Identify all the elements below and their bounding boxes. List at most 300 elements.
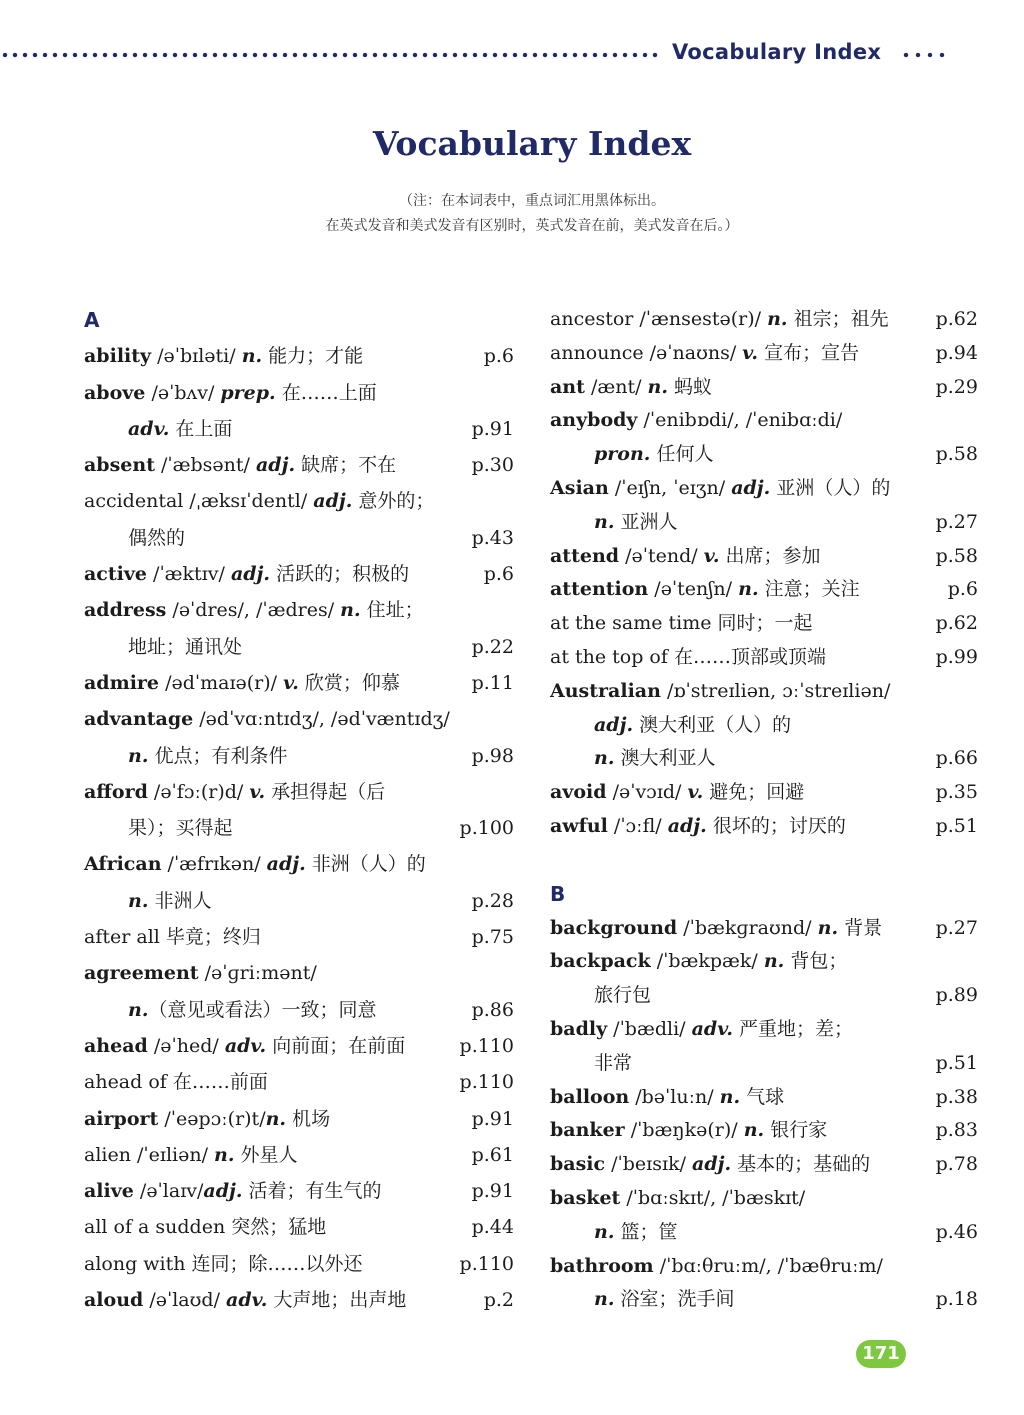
page-ref: p.91: [471, 417, 514, 440]
entry-text: [84, 592, 424, 628]
headword: alien: [84, 1143, 131, 1166]
page-ref: p.44: [471, 1216, 514, 1239]
definition: 银行家: [764, 1119, 828, 1142]
vocab-entry: [84, 774, 514, 810]
vocab-entry: [84, 1064, 514, 1100]
pronunciation: /ˈbæŋkə(r)/: [624, 1119, 744, 1142]
pronunciation: /ədˈmaɪə(r)/: [159, 671, 284, 694]
part-of-speech: n.: [340, 599, 361, 622]
part-of-speech: n.: [128, 744, 149, 767]
headword: advantage: [84, 708, 194, 731]
entry-continuation: [550, 505, 978, 539]
section-spacer: [550, 843, 978, 877]
vocab-entry: [84, 665, 514, 701]
part-of-speech: n.: [719, 1085, 741, 1108]
entry-text: [594, 708, 791, 742]
definition: 毕竟；终归: [159, 926, 261, 949]
entry-text: [594, 1046, 632, 1080]
definition: 背景: [838, 916, 883, 939]
definition: 任何人: [650, 443, 714, 466]
vocab-entry: [84, 955, 514, 991]
definition: 地址；通讯处: [128, 635, 243, 658]
pronunciation: /ˈɔːfl/: [607, 814, 668, 837]
page-ref: p.75: [471, 926, 514, 949]
vocab-entry: [550, 539, 978, 573]
pronunciation: /ɒˈstreɪliən, ɔːˈstreɪliən/: [660, 679, 891, 702]
part-of-speech: n.: [128, 998, 149, 1021]
entry-continuation: [550, 1215, 978, 1249]
part-of-speech: n.: [594, 1220, 615, 1243]
headword: banker: [550, 1119, 625, 1142]
definition: 浴室；洗手间: [614, 1288, 735, 1311]
pronunciation: /ˈbɑːskɪt/, /ˈbæskɪt/: [620, 1186, 806, 1209]
definition: 背包；: [784, 950, 848, 973]
definition: 在……顶部或顶端: [667, 645, 826, 668]
headword: Asian: [550, 476, 609, 499]
vocab-entry: [550, 809, 978, 843]
definition: 澳大利亚人: [614, 747, 716, 770]
headword: attend: [550, 544, 620, 567]
headword: address: [84, 599, 167, 622]
section-letter: B: [550, 881, 566, 906]
page-number-badge: 171: [856, 1340, 906, 1368]
headword: attention: [550, 578, 649, 601]
vocab-entry: [84, 1209, 514, 1245]
pronunciation: /əˈtend/: [619, 544, 704, 567]
page-ref: p.27: [935, 916, 978, 939]
part-of-speech: n.: [763, 950, 785, 973]
entry-text: [550, 775, 804, 809]
page-ref: p.66: [935, 747, 978, 770]
definition: 向前面；在前面: [266, 1034, 406, 1057]
entry-text: [594, 505, 677, 539]
pronunciation: /əˈlaɪv/: [133, 1180, 204, 1203]
vocab-entry: [550, 1113, 978, 1147]
entry-text: [550, 370, 712, 404]
definition: 果）；买得起: [128, 817, 233, 840]
definition: 亚洲（人）的: [770, 476, 891, 499]
part-of-speech: adv.: [224, 1034, 267, 1057]
definition: 在……前面: [166, 1071, 268, 1094]
headword: above: [84, 381, 146, 404]
part-of-speech: adj.: [692, 1153, 732, 1176]
definition: 非洲人: [148, 889, 212, 912]
headword: alive: [84, 1180, 134, 1203]
page-ref: p.94: [935, 341, 978, 364]
entry-text: [84, 483, 434, 519]
entry-text: [84, 1064, 268, 1100]
part-of-speech: v.: [703, 544, 720, 567]
part-of-speech: adv.: [226, 1289, 268, 1312]
entry-continuation: [550, 1046, 978, 1080]
vocab-entry: [84, 556, 514, 592]
definition: 篮；筐: [614, 1220, 678, 1243]
headword: along with: [84, 1252, 186, 1275]
part-of-speech: n.: [214, 1143, 235, 1166]
right-column: [550, 302, 978, 1316]
pronunciation: /ˈbeɪsɪk/: [605, 1153, 693, 1176]
entry-text: [128, 629, 242, 665]
part-of-speech: n.: [241, 345, 263, 368]
pronunciation: /əˈhed/: [147, 1034, 225, 1057]
part-of-speech: n.: [594, 510, 615, 533]
entry-text: [550, 302, 889, 336]
entry-text: [550, 1147, 870, 1181]
note-line-2: 在英式发音和美式发音有区别时，英式发音在前，美式发音在后。）: [325, 218, 739, 234]
headword: balloon: [550, 1085, 630, 1108]
vocab-entry: [84, 701, 514, 737]
pronunciation: /ˈenibɒdi/, /ˈenibɑːdi/: [637, 409, 843, 432]
pronunciation: /əˈbɪləti/: [151, 345, 242, 368]
headword: afford: [84, 780, 148, 803]
vocab-entry: [84, 338, 514, 374]
definition: 祖宗；祖先: [787, 308, 889, 330]
part-of-speech: adv.: [128, 417, 170, 440]
entry-text: [84, 774, 385, 810]
pronunciation: /ˈæktɪv/: [147, 563, 231, 586]
pronunciation: /əˈdres/, /ˈædres/: [166, 599, 341, 622]
entry-text: [84, 1101, 330, 1137]
entry-text: [84, 1209, 326, 1245]
headword: agreement: [84, 962, 199, 985]
page-ref: p.78: [935, 1153, 978, 1176]
entry-text: [84, 1282, 406, 1318]
part-of-speech: n.: [743, 1119, 765, 1142]
part-of-speech: adj.: [313, 490, 353, 513]
part-of-speech: adj.: [594, 713, 634, 736]
left-column: [84, 302, 514, 1318]
entry-continuation: [84, 520, 514, 556]
part-of-speech: n.: [594, 747, 615, 770]
part-of-speech: v.: [283, 671, 299, 694]
headword: background: [550, 916, 678, 939]
entry-text: [594, 437, 713, 471]
definition: 缺席；不在: [295, 454, 397, 477]
page-ref: p.43: [471, 526, 514, 549]
page-ref: p.83: [935, 1119, 978, 1142]
part-of-speech: adj.: [255, 454, 296, 477]
entry-text: [550, 674, 890, 708]
part-of-speech: n.: [265, 1107, 287, 1130]
vocab-entry: [550, 1012, 978, 1046]
section-letter-row: [550, 877, 978, 911]
page-ref: p.100: [459, 817, 514, 840]
page-ref: p.110: [459, 1034, 514, 1057]
page-ref: p.98: [471, 744, 514, 767]
page-ref: p.91: [471, 1107, 514, 1130]
entry-text: [594, 1215, 677, 1249]
headword: anybody: [550, 409, 638, 432]
page-ref: p.28: [471, 889, 514, 912]
entry-text: [550, 336, 859, 370]
vocab-entry: [550, 775, 978, 809]
headword: basket: [550, 1186, 621, 1209]
headword: ability: [84, 345, 152, 368]
entry-text: [550, 944, 847, 978]
part-of-speech: adj.: [266, 853, 306, 876]
definition: 非洲（人）的: [305, 853, 426, 876]
entry-text: [550, 1080, 784, 1114]
page-ref: p.62: [935, 308, 978, 330]
entry-text: [84, 919, 261, 955]
headword: aloud: [84, 1289, 144, 1312]
pronunciation: /ænt/: [584, 375, 648, 398]
entry-text: [550, 809, 846, 843]
vocab-entry: [550, 471, 978, 505]
pronunciation: /əˈvɔɪd/: [606, 781, 688, 804]
part-of-speech: adj.: [230, 563, 271, 586]
page-ref: p.51: [935, 1051, 978, 1074]
vocab-entry: [550, 1147, 978, 1181]
headword: Australian: [550, 679, 661, 702]
vocab-entry: [550, 370, 978, 404]
headword: ancestor: [550, 308, 634, 330]
page-ref: p.110: [459, 1071, 514, 1094]
page-ref: p.58: [935, 443, 978, 466]
page-ref: p.38: [935, 1085, 978, 1108]
headword: backpack: [550, 950, 651, 973]
pronunciation: /ˈbædli/: [607, 1017, 692, 1040]
entry-continuation: [84, 411, 514, 447]
headword: admire: [84, 671, 160, 694]
entry-text: [84, 665, 400, 701]
page-ref: p.2: [483, 1289, 514, 1312]
entry-text: [128, 520, 185, 556]
entry-text: [128, 411, 232, 447]
definition: 澳大利亚（人）的: [633, 713, 792, 736]
vocab-entry: [550, 403, 978, 437]
page-ref: p.6: [483, 345, 514, 368]
entry-text: [128, 992, 376, 1028]
vocab-entry: [550, 572, 978, 606]
pronunciation: /ˈæfrɪkən/: [161, 853, 267, 876]
part-of-speech: n.: [817, 916, 839, 939]
header-dotted-rule: [0, 52, 662, 58]
part-of-speech: prep.: [220, 381, 276, 404]
pronunciation: /ˈbækpæk/: [650, 950, 764, 973]
definition: 蚂蚁: [667, 375, 713, 398]
entry-text: [84, 1137, 298, 1173]
page-ref: p.35: [935, 781, 978, 804]
vocab-entry: [84, 1173, 514, 1209]
pronunciation: /əˈbʌv/: [145, 381, 221, 404]
definition: 意外的；: [352, 490, 435, 513]
headword: basic: [550, 1153, 606, 1176]
page-ref: p.46: [935, 1220, 978, 1243]
vocab-entry: [84, 846, 514, 882]
part-of-speech: v.: [687, 781, 704, 804]
page-ref: p.89: [935, 984, 978, 1007]
entry-continuation: [84, 738, 514, 774]
headword: African: [84, 853, 162, 876]
entry-text: [84, 1173, 382, 1209]
part-of-speech: v.: [742, 341, 759, 364]
vocab-entry: [84, 1282, 514, 1318]
part-of-speech: v.: [249, 780, 266, 803]
vocab-entry: [84, 483, 514, 519]
headword: after all: [84, 926, 160, 949]
pronunciation: /bəˈluːn/: [629, 1085, 720, 1108]
running-header: Vocabulary Index: [672, 40, 882, 64]
definition: 注意；关注: [758, 578, 860, 601]
pronunciation: /ˈæbsənt/: [154, 454, 256, 477]
entry-text: [594, 1282, 734, 1316]
entry-text: [550, 640, 826, 674]
part-of-speech: n.: [594, 1288, 615, 1311]
definition: 活跃的；积极的: [270, 563, 410, 586]
definition: 非常: [594, 1051, 633, 1074]
pronunciation: /əˈnaʊns/: [643, 341, 743, 364]
entry-text: [550, 606, 813, 640]
definition: 出席；参加: [719, 544, 821, 567]
definition: 大声地；出声地: [267, 1289, 407, 1312]
entry-text: [84, 1028, 405, 1064]
page-ref: p.29: [935, 375, 978, 398]
headword: ahead: [84, 1034, 148, 1057]
page-ref: p.110: [459, 1252, 514, 1275]
headword: at the same time: [550, 612, 712, 635]
entry-continuation: [550, 708, 978, 742]
page-ref: p.6: [483, 563, 514, 586]
definition: 在上面: [169, 417, 233, 440]
definition: 旅行包: [594, 984, 652, 1007]
page-ref: p.86: [471, 998, 514, 1021]
definition: 活着；有生气的: [242, 1180, 382, 1203]
section-letter-row: [84, 302, 514, 338]
pronunciation: /əˈlaʊd/: [143, 1289, 227, 1312]
entry-text: [550, 403, 842, 437]
entry-continuation: [84, 883, 514, 919]
definition: 能力；才能: [262, 345, 364, 368]
vocab-entry: [84, 592, 514, 628]
headword: awful: [550, 814, 608, 837]
pronunciation: /ˈbɑːθruːm/, /ˈbæθruːm/: [653, 1254, 883, 1277]
headword: ahead of: [84, 1071, 167, 1094]
definition: 住址；: [360, 599, 424, 622]
page-ref: p.11: [471, 671, 514, 694]
vocab-entry: [550, 336, 978, 370]
entry-text: [550, 572, 860, 606]
vocab-entry: [550, 1080, 978, 1114]
headword: at the top of: [550, 645, 668, 668]
entry-continuation: [84, 810, 514, 846]
pronunciation: /əˈfɔː(r)d/: [147, 780, 250, 803]
part-of-speech: n.: [647, 375, 668, 398]
definition: 优点；有利条件: [148, 744, 288, 767]
pronunciation: /ˈænsestə(r)/: [633, 308, 768, 330]
header-dotted-rule-end: [900, 52, 948, 58]
page-ref: p.22: [471, 635, 514, 658]
entry-text: [84, 846, 426, 882]
definition: 很坏的；讨厌的: [706, 814, 846, 837]
part-of-speech: n.: [128, 889, 149, 912]
vocab-entry: [84, 1028, 514, 1064]
part-of-speech: n.: [767, 308, 788, 330]
definition: 同时；一起: [711, 612, 813, 635]
pronunciation: /ˈeɪʃn, ˈeɪʒn/: [608, 476, 732, 499]
pronunciation: /ˈeɪliən/: [130, 1143, 215, 1166]
page-ref: p.6: [947, 578, 978, 601]
entry-text: [84, 375, 377, 411]
entry-text: [84, 338, 363, 374]
part-of-speech: adj.: [203, 1180, 243, 1203]
entry-text: [550, 471, 890, 505]
entry-continuation: [550, 1282, 978, 1316]
headword: badly: [550, 1017, 608, 1040]
definition: （意见或看法）一致；同意: [148, 998, 377, 1021]
pronunciation: /əˈɡriːmənt/: [198, 962, 317, 985]
headword: avoid: [550, 781, 607, 804]
vocab-entry: [84, 447, 514, 483]
section-letter: A: [84, 308, 100, 332]
entry-text: [550, 911, 882, 945]
entry-text: [550, 1181, 805, 1215]
headword: active: [84, 563, 148, 586]
headword: absent: [84, 454, 155, 477]
page-ref: p.61: [471, 1143, 514, 1166]
pronunciation: /ədˈvɑːntɪdʒ/, /ədˈvæntɪdʒ/: [193, 708, 450, 731]
definition: 机场: [286, 1107, 331, 1130]
part-of-speech: pron.: [594, 443, 651, 466]
entry-text: [84, 556, 409, 592]
page-ref: p.62: [935, 612, 978, 635]
entry-text: [84, 955, 317, 991]
vocab-entry: [84, 1137, 514, 1173]
pronunciation: /ˈbækɡraʊnd/: [677, 916, 818, 939]
vocab-entry: [550, 1181, 978, 1215]
definition: 偶然的: [128, 526, 186, 549]
page-ref: p.30: [471, 454, 514, 477]
entry-text: [550, 1249, 883, 1283]
definition: 突然；猛地: [225, 1216, 327, 1239]
definition: 在……上面: [275, 381, 377, 404]
entry-text: [550, 1012, 853, 1046]
entry-text: [594, 741, 715, 775]
part-of-speech: adv.: [691, 1017, 733, 1040]
definition: 承担得起（后: [265, 780, 386, 803]
page-ref: p.18: [935, 1288, 978, 1311]
definition: 欣赏；仰慕: [298, 671, 400, 694]
definition: 外星人: [234, 1143, 298, 1166]
vocab-entry: [550, 1249, 978, 1283]
part-of-speech: adj.: [731, 476, 771, 499]
definition: 基本的；基础的: [731, 1153, 871, 1176]
headword: bathroom: [550, 1254, 654, 1277]
definition: 避免；回避: [703, 781, 805, 804]
entry-text: [84, 701, 450, 737]
headword: all of a sudden: [84, 1216, 226, 1239]
vocab-entry: [550, 640, 978, 674]
vocab-entry: [550, 911, 978, 945]
definition: 宣布；宣告: [758, 341, 860, 364]
page-title: Vocabulary Index: [372, 124, 692, 163]
definition: 连同；除……以外还: [185, 1252, 363, 1275]
page-ref: p.58: [935, 544, 978, 567]
page-ref: p.51: [935, 814, 978, 837]
vocab-entry: [550, 674, 978, 708]
vocab-entry: [550, 606, 978, 640]
entry-text: [84, 447, 396, 483]
entry-continuation: [84, 992, 514, 1028]
entry-continuation: [550, 437, 978, 471]
entry-text: [128, 810, 233, 846]
entry-continuation: [550, 978, 978, 1012]
headword: ant: [550, 375, 585, 398]
entry-text: [550, 539, 821, 573]
entry-continuation: [84, 629, 514, 665]
note-line-1: （注：在本词表中，重点词汇用黑体标出。: [399, 193, 665, 209]
page-ref: p.27: [935, 510, 978, 533]
